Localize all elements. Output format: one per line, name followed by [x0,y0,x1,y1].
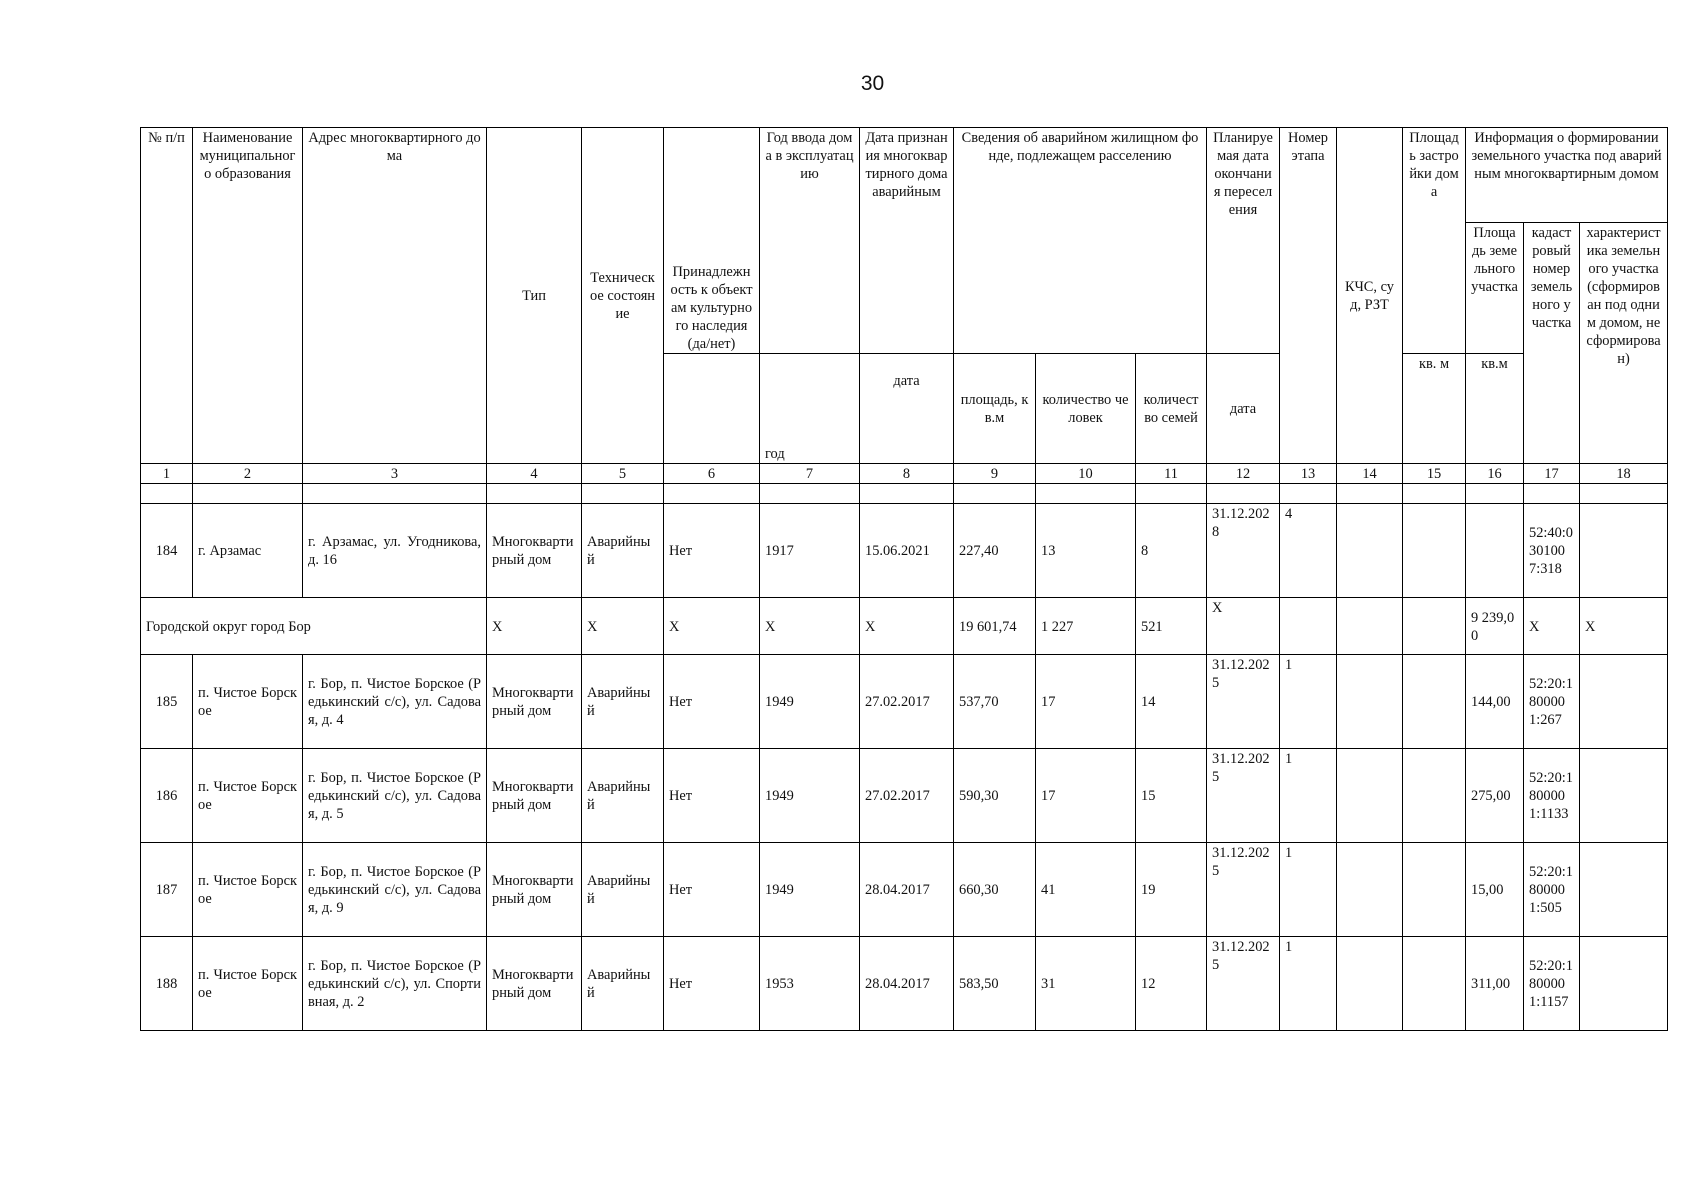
subtotal-kchs [1337,598,1403,655]
row-year: 1949 [760,655,860,749]
col-num: 13 [1280,464,1337,484]
col-num: 7 [760,464,860,484]
header-year-sub: год [760,354,860,464]
header-land-char: характеристика земельного участка (сформирован под одним домом, не сформирован) [1580,223,1668,464]
header-municipality: Наименование муниципального образования [193,128,303,464]
row-type: Многоквартирный дом [487,749,582,843]
row-num: 187 [141,843,193,937]
subtotal-type: X [487,598,582,655]
row-type: Многоквартирный дом [487,937,582,1031]
row-type: Многоквартирный дом [487,655,582,749]
header-stage: Номер этапа [1280,128,1337,464]
row-land-char [1580,937,1668,1031]
header-kchs: КЧС, суд, РЗТ [1337,128,1403,464]
row-people: 41 [1036,843,1136,937]
row-land-area: 311,00 [1466,937,1524,1031]
row-date: 27.02.2017 [860,655,954,749]
subtotal-plan-date: X [1207,598,1280,655]
col-num: 5 [582,464,664,484]
row-land-area: 15,00 [1466,843,1524,937]
row-state: Аварийный [582,504,664,598]
row-built-area [1403,937,1466,1031]
emergency-housing-table [140,127,1668,1031]
row-date: 28.04.2017 [860,843,954,937]
col-num: 6 [664,464,760,484]
subtotal-people: 1 227 [1036,598,1136,655]
subtotal-area: 19 601,74 [954,598,1036,655]
row-year: 1953 [760,937,860,1031]
row-date: 28.04.2017 [860,937,954,1031]
subtotal-state: X [582,598,664,655]
row-date: 15.06.2021 [860,504,954,598]
row-land-char [1580,843,1668,937]
spacer-row [141,484,1668,504]
col-num: 16 [1466,464,1524,484]
table-row [141,843,1668,937]
row-cadastral: 52:20:1800001:267 [1524,655,1580,749]
row-land-area: 275,00 [1466,749,1524,843]
subtotal-label: Городской округ город Бор [141,598,487,655]
row-municipality: п. Чистое Борское [193,655,303,749]
header-date-sub: дата [860,354,954,464]
table-row [141,655,1668,749]
row-families: 14 [1136,655,1207,749]
row-address: г. Бор, п. Чистое Борское (Редькинский с/с), ул. Спортивная, д. 2 [303,937,487,1031]
header-built-area: Площадь застройки дома [1403,128,1466,354]
row-kchs [1337,504,1403,598]
subtotal-year: X [760,598,860,655]
subtotal-stage [1280,598,1337,655]
header-num: № п/п [141,128,193,464]
header-fund-info: Сведения об аварийном жилищном фонде, подлежащем расселению [954,128,1207,354]
header-area: площадь, кв.м [954,354,1036,464]
row-num: 188 [141,937,193,1031]
col-num: 11 [1136,464,1207,484]
header-tech-state: Техническое состояние [582,128,664,464]
col-num: 1 [141,464,193,484]
row-plan-date: 31.12.2025 [1207,937,1280,1031]
row-heritage: Нет [664,504,760,598]
subtotal-row [141,598,1668,655]
header-year: Год ввода дома в эксплуатацию [760,128,860,354]
row-land-area [1466,504,1524,598]
row-year: 1949 [760,843,860,937]
row-kchs [1337,843,1403,937]
col-num: 3 [303,464,487,484]
row-municipality: г. Арзамас [193,504,303,598]
col-num: 18 [1580,464,1668,484]
row-people: 31 [1036,937,1136,1031]
row-stage: 1 [1280,843,1337,937]
row-land-char [1580,749,1668,843]
header-land-area: Площадь земельного участка [1466,223,1524,354]
row-state: Аварийный [582,655,664,749]
header-people: количество человек [1036,354,1136,464]
header-families: количество семей [1136,354,1207,464]
row-address: г. Бор, п. Чистое Борское (Редькинский с/с), ул. Садовая, д. 9 [303,843,487,937]
header-cadastral: кадастровый номер земельного участка [1524,223,1580,464]
row-heritage: Нет [664,749,760,843]
row-families: 12 [1136,937,1207,1031]
row-plan-date: 31.12.2025 [1207,843,1280,937]
row-num: 185 [141,655,193,749]
row-built-area [1403,843,1466,937]
row-stage: 1 [1280,749,1337,843]
row-plan-date: 31.12.2025 [1207,655,1280,749]
row-state: Аварийный [582,749,664,843]
row-plan-date: 31.12.2025 [1207,749,1280,843]
row-type: Многоквартирный дом [487,504,582,598]
col-num: 12 [1207,464,1280,484]
header-recognition-date: Дата признания многоквартирного дома аварийным [860,128,954,354]
subtotal-land-area: 9 239,00 [1466,598,1524,655]
col-num: 9 [954,464,1036,484]
col-num: 10 [1036,464,1136,484]
row-year: 1917 [760,504,860,598]
subtotal-cadastral: X [1524,598,1580,655]
row-address: г. Арзамас, ул. Угодникова, д. 16 [303,504,487,598]
row-date: 27.02.2017 [860,749,954,843]
row-people: 17 [1036,749,1136,843]
row-area: 537,70 [954,655,1036,749]
row-kchs [1337,937,1403,1031]
row-num: 186 [141,749,193,843]
row-stage: 4 [1280,504,1337,598]
row-num: 184 [141,504,193,598]
row-cadastral: 52:40:0301007:318 [1524,504,1580,598]
col-num: 17 [1524,464,1580,484]
row-families: 19 [1136,843,1207,937]
page-number: 30 [860,72,885,95]
header-built-area-sub: кв. м [1403,354,1466,464]
row-municipality: п. Чистое Борское [193,749,303,843]
col-num: 8 [860,464,954,484]
row-municipality: п. Чистое Борское [193,937,303,1031]
row-heritage: Нет [664,843,760,937]
subtotal-date: X [860,598,954,655]
row-year: 1949 [760,749,860,843]
header-plan-date-sub: дата [1207,354,1280,464]
row-land-char [1580,655,1668,749]
row-address: г. Бор, п. Чистое Борское (Редькинский с/с), ул. Садовая, д. 5 [303,749,487,843]
header-heritage: Принадлежность к объектам культурного наследия (да/нет) [664,128,760,354]
row-land-area: 144,00 [1466,655,1524,749]
row-built-area [1403,655,1466,749]
col-num: 2 [193,464,303,484]
row-heritage: Нет [664,655,760,749]
subtotal-heritage: X [664,598,760,655]
table-row [141,937,1668,1031]
header-heritage-empty [664,354,760,464]
column-number-row [141,464,1668,484]
row-area: 583,50 [954,937,1036,1031]
header-land-area-sub: кв.м [1466,354,1524,464]
row-state: Аварийный [582,843,664,937]
subtotal-land-char: X [1580,598,1668,655]
subtotal-built-area [1403,598,1466,655]
table-row [141,504,1668,598]
header-address: Адрес многоквартирного дома [303,128,487,464]
row-people: 17 [1036,655,1136,749]
row-families: 15 [1136,749,1207,843]
row-plan-date: 31.12.2028 [1207,504,1280,598]
header-land-info: Информация о формировании земельного участка под аварийным многоквартирным домом [1466,128,1668,223]
header-type: Тип [487,128,582,464]
row-type: Многоквартирный дом [487,843,582,937]
col-num: 4 [487,464,582,484]
row-cadastral: 52:20:1800001:1133 [1524,749,1580,843]
row-state: Аварийный [582,937,664,1031]
row-stage: 1 [1280,655,1337,749]
row-area: 660,30 [954,843,1036,937]
header-row-1 [141,128,1668,223]
row-land-char [1580,504,1668,598]
row-families: 8 [1136,504,1207,598]
row-built-area [1403,749,1466,843]
table-row [141,749,1668,843]
row-people: 13 [1036,504,1136,598]
row-kchs [1337,749,1403,843]
row-built-area [1403,504,1466,598]
row-municipality: п. Чистое Борское [193,843,303,937]
subtotal-families: 521 [1136,598,1207,655]
col-num: 15 [1403,464,1466,484]
row-area: 590,30 [954,749,1036,843]
col-num: 14 [1337,464,1403,484]
row-area: 227,40 [954,504,1036,598]
header-plan-date: Планируемая дата окончания переселения [1207,128,1280,354]
row-stage: 1 [1280,937,1337,1031]
row-heritage: Нет [664,937,760,1031]
row-cadastral: 52:20:1800001:505 [1524,843,1580,937]
row-kchs [1337,655,1403,749]
row-cadastral: 52:20:1800001:1157 [1524,937,1580,1031]
row-address: г. Бор, п. Чистое Борское (Редькинский с/с), ул. Садовая, д. 4 [303,655,487,749]
